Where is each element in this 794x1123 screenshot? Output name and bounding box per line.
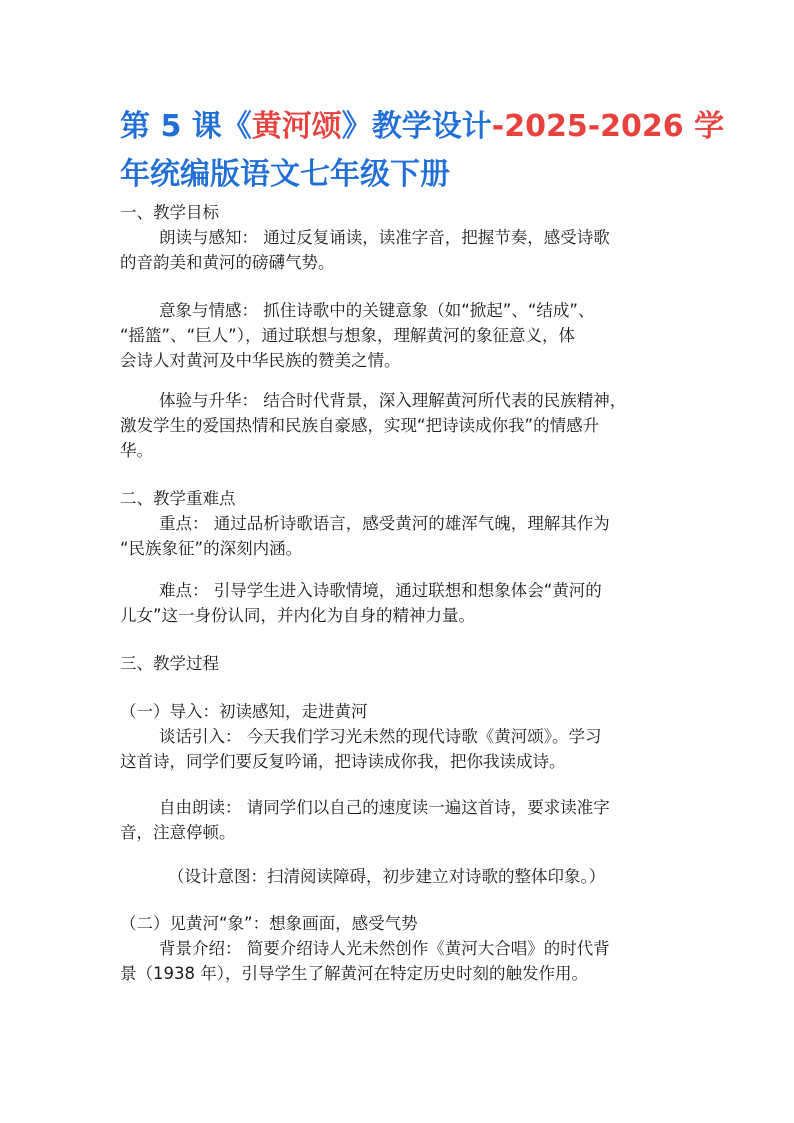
paragraph-line: 儿女”这一身份认同，并内化为自身的精神力量。 [120,606,476,625]
section-heading-key-points: 二、教学重难点 [120,489,236,508]
title-year: -2025-2026 学 [491,109,725,144]
paragraph-line: 会诗人对黄河及中华民族的赞美之情。 [120,351,401,370]
design-intent-note: （设计意图：扫清阅读障碍，初步建立对诗歌的整体印象。） [168,867,606,886]
document-title-line-2: 年统编版语文七年级下册 [120,157,450,192]
paragraph-line: 体验与升华： 结合时代背景，深入理解黄河所代表的民族精神， [159,391,627,410]
paragraph-line: 自由朗读： 请同学们以自己的速度读一遍这首诗，要求读准字 [159,798,610,817]
paragraph-line: 谈话引入： 今天我们学习光未然的现代诗歌《黄河颂》。学习 [159,727,602,746]
paragraph-line: 华。 [120,441,153,460]
paragraph-line: 意象与情感： 抓住诗歌中的关键意象（如“掀起”、“结成”、 [159,301,595,320]
paragraph-line: 这首诗，同学们要反复吟诵，把诗读成你我，把你我读成诗。 [120,752,566,771]
paragraph-line: 难点： 引导学生进入诗歌情境，通过联想和想象体会“黄河的 [159,581,602,600]
title-highlight: 黄河颂 [251,109,342,144]
section-heading-process: 三、教学过程 [120,654,219,673]
paragraph-line: 朗读与感知： 通过反复诵读，读准字音，把握节奏，感受诗歌 [159,228,610,247]
section-heading-objectives: 一、教学目标 [120,203,219,222]
paragraph-line: “摇篮”、“巨人”），通过联想与想象，理解黄河的象征意义，体 [120,326,575,345]
paragraph-line: 景（1938 年），引导学生了解黄河在特定历史时刻的触发作用。 [120,964,588,983]
document-title-line-1 [120,104,725,150]
paragraph-line: “民族象征”的深刻内涵。 [120,539,303,558]
title-prefix: 第 5 课《 [120,109,252,144]
subsection-heading: （一）导入：初读感知，走进黄河 [120,702,368,721]
paragraph-line: 重点： 通过品析诗歌语言，感受黄河的雄浑气魄，理解其作为 [159,514,610,533]
paragraph-line: 的音韵美和黄河的磅礴气势。 [120,253,335,272]
paragraph-line: 背景介绍： 简要介绍诗人光未然创作《黄河大合唱》的时代背 [159,939,610,958]
paragraph-line: 音，注意停顿。 [120,823,236,842]
paragraph-line: 激发学生的爱国热情和民族自豪感，实现“把诗读成你我”的情感升 [120,416,600,435]
subsection-heading: （二）见黄河“象”：想象画面，感受气势 [120,914,418,933]
title-middle: 》教学设计 [341,109,492,144]
